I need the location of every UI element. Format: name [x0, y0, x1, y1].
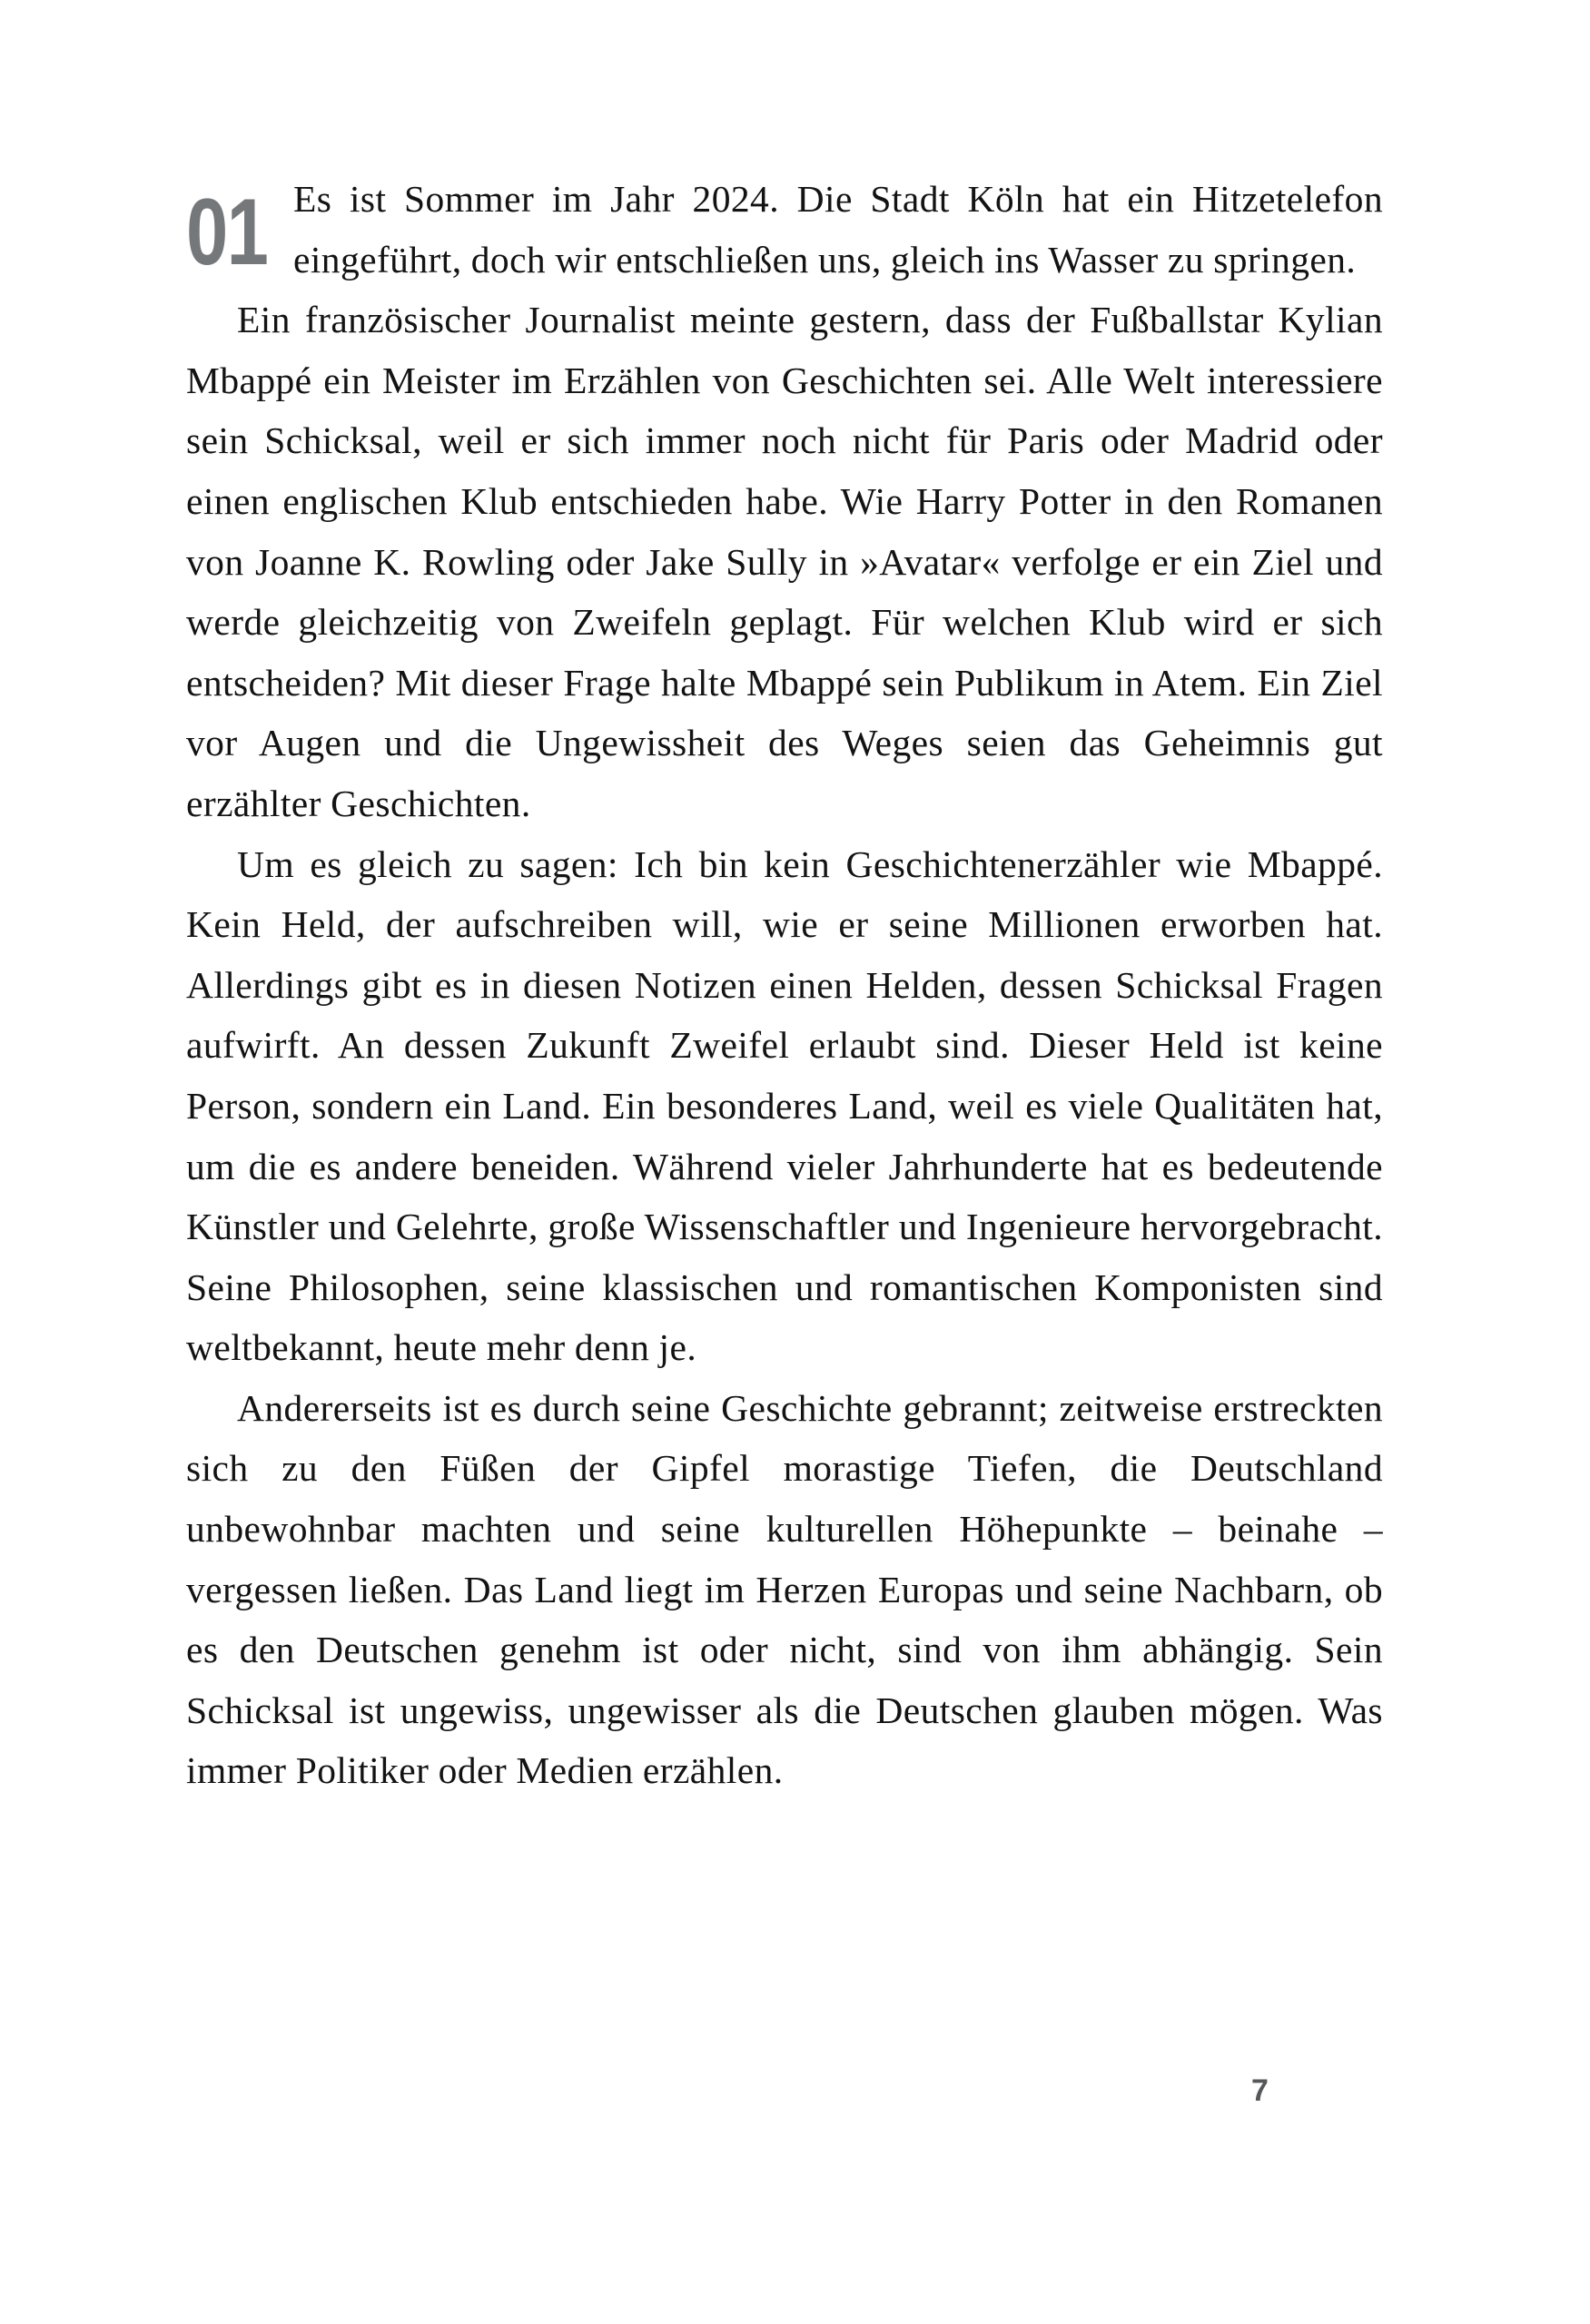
body-paragraph-1: Es ist Sommer im Jahr 2024. Die Stadt Köln hat ein Hitzetelefon eingeführt, doch wir entschließen uns, gleich ins Wasser zu springen. [293, 178, 1383, 281]
body-paragraph-3: Um es gleich zu sagen: Ich bin kein Geschichtenerzähler wie Mbappé. Kein Held, der aufschreiben will, wie er seine Millionen erworben hat. Allerdings gibt es in diesen Notizen einen Helden, dessen Schicksal Fragen aufwirft. An dessen Zukunft Zweifel erlaubt sind. Dieser Held ist keine Person, sondern ein Land. Ein besonderes Land, weil es viele Qualitäten hat, um die es andere beneiden. Während vieler Jahrhunderte hat es bedeutende Künstler und Gelehrte, große Wissenschaftler und Ingenieure hervorgebracht. Seine Philosophen, seine klassischen und romantischen Komponisten sind weltbekannt, heute mehr denn je. [186, 842, 1383, 1369]
body-paragraph-2: Ein französischer Journalist meinte gestern, dass der Fußballstar Kylian Mbappé ein Meister im Erzählen von Geschichten sei. Alle Welt interessiere sein Schicksal, weil er sich immer noch nicht für Paris oder Madrid oder einen englischen Klub entschieden habe. Wie Harry Potter in den Romanen von Joanne K. Rowling oder Jake Sully in »Avatar« verfolge er ein Ziel und werde gleichzeitig von Zweifeln geplagt. Für welchen Klub wird er sich entscheiden? Mit dieser Frage halte Mbappé sein Publikum in Atem. Ein Ziel vor Augen und die Ungewissheit des Weges seien das Geheimnis gut erzählter Geschichten. [186, 299, 1383, 824]
page-number: 7 [1251, 2073, 1269, 2108]
body-paragraph-4: Andererseits ist es durch seine Geschichte gebrannt; zeitweise erstreckten sich zu den Füßen der Gipfel morastige Tiefen, die Deutschland unbewohnbar machten und seine kulturellen Höhepunkte – beinahe – vergessen ließen. Das Land liegt im Herzen Europas und seine Nachbarn, ob es den Deutschen genehm ist oder nicht, sind von ihm abhängig. Sein Schicksal ist ungewiss, ungewisser als die Deutschen glauben mögen. Was immer Politiker oder Medien erzählen. [186, 1386, 1383, 1792]
chapter-number: 01 [186, 180, 268, 285]
page-text-block [186, 169, 1383, 1801]
